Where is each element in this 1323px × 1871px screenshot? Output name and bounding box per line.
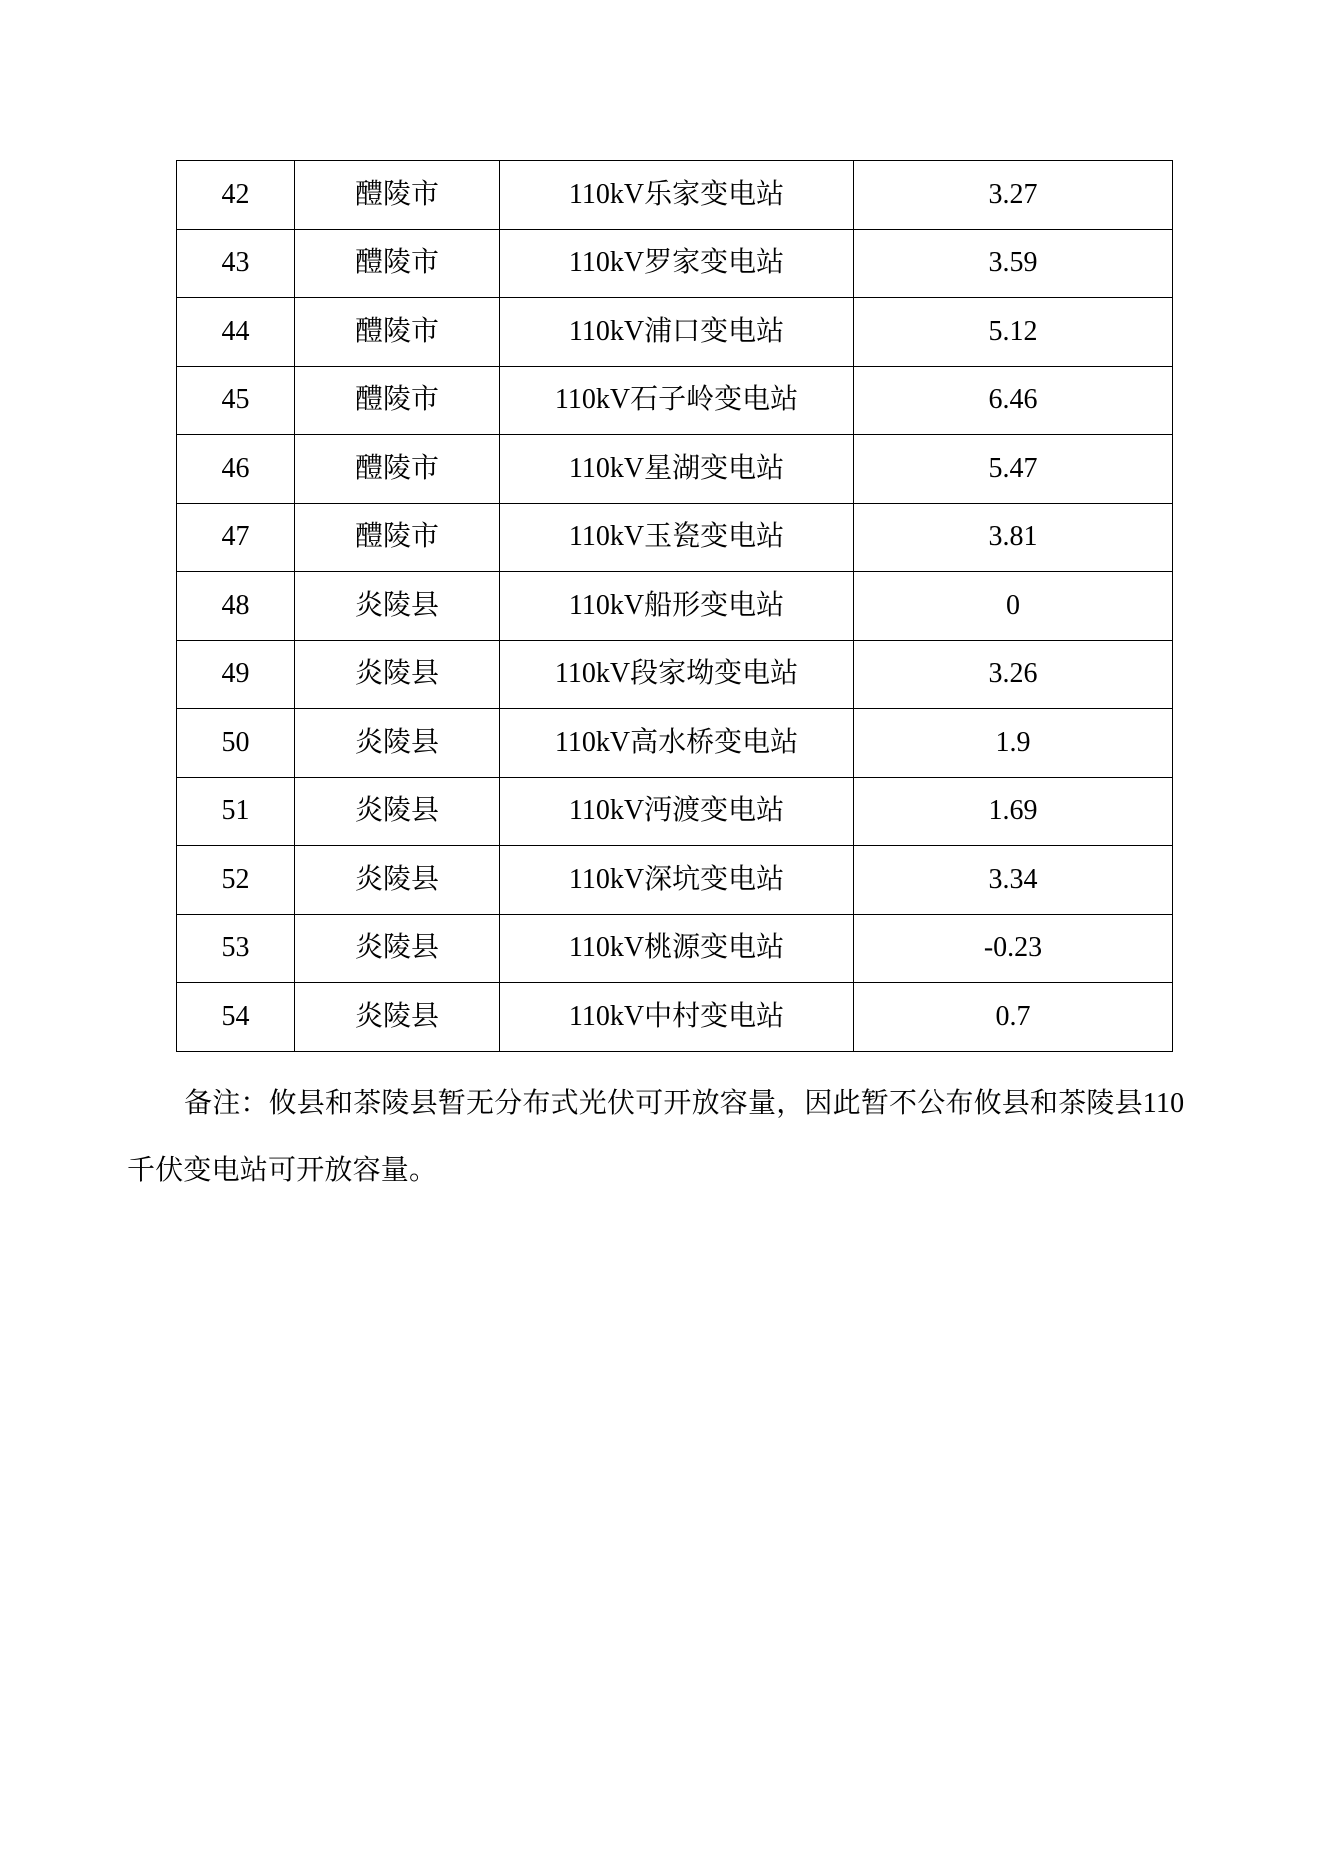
table-row	[177, 572, 1173, 641]
station-name-cell: 110kV乐家变电站	[500, 161, 854, 230]
area-cell: 醴陵市	[295, 435, 500, 504]
open-capacity-cell: 0	[854, 572, 1173, 641]
area-cell: 醴陵市	[295, 229, 500, 298]
row-number-cell: 48	[177, 572, 295, 641]
station-name-cell: 110kV高水桥变电站	[500, 709, 854, 778]
open-capacity-cell: 3.81	[854, 503, 1173, 572]
open-capacity-cell: 6.46	[854, 366, 1173, 435]
station-name-cell: 110kV船形变电站	[500, 572, 854, 641]
table-row	[177, 983, 1173, 1052]
table-row	[177, 298, 1173, 367]
table-row	[177, 709, 1173, 778]
table-row	[177, 640, 1173, 709]
row-number-cell: 49	[177, 640, 295, 709]
area-cell: 炎陵县	[295, 914, 500, 983]
station-name-cell: 110kV中村变电站	[500, 983, 854, 1052]
row-number-cell: 43	[177, 229, 295, 298]
open-capacity-cell: 3.27	[854, 161, 1173, 230]
table-row	[177, 366, 1173, 435]
station-name-cell: 110kV罗家变电站	[500, 229, 854, 298]
open-capacity-cell: 3.34	[854, 846, 1173, 915]
station-name-cell: 110kV沔渡变电站	[500, 777, 854, 846]
area-cell: 炎陵县	[295, 640, 500, 709]
row-number-cell: 46	[177, 435, 295, 504]
row-number-cell: 50	[177, 709, 295, 778]
table-row	[177, 846, 1173, 915]
row-number-cell: 44	[177, 298, 295, 367]
area-cell: 炎陵县	[295, 846, 500, 915]
area-cell: 炎陵县	[295, 983, 500, 1052]
footnote-text: 备注：攸县和茶陵县暂无分布式光伏可开放容量，因此暂不公布攸县和茶陵县110千伏变电站可开放容量。	[127, 1088, 1185, 1186]
open-capacity-cell: 1.69	[854, 777, 1173, 846]
table-row	[177, 161, 1173, 230]
row-number-cell: 53	[177, 914, 295, 983]
row-number-cell: 52	[177, 846, 295, 915]
footnote	[127, 1070, 1197, 1204]
row-number-cell: 45	[177, 366, 295, 435]
station-name-cell: 110kV石子岭变电站	[500, 366, 854, 435]
open-capacity-cell: 3.59	[854, 229, 1173, 298]
area-cell: 炎陵县	[295, 709, 500, 778]
station-name-cell: 110kV星湖变电站	[500, 435, 854, 504]
area-cell: 醴陵市	[295, 503, 500, 572]
row-number-cell: 54	[177, 983, 295, 1052]
station-name-cell: 110kV深坑变电站	[500, 846, 854, 915]
area-cell: 醴陵市	[295, 161, 500, 230]
table-body	[177, 161, 1173, 1052]
table-row	[177, 914, 1173, 983]
area-cell: 炎陵县	[295, 777, 500, 846]
open-capacity-cell: 1.9	[854, 709, 1173, 778]
table-row	[177, 435, 1173, 504]
open-capacity-cell: 0.7	[854, 983, 1173, 1052]
area-cell: 醴陵市	[295, 366, 500, 435]
open-capacity-cell: 5.12	[854, 298, 1173, 367]
row-number-cell: 51	[177, 777, 295, 846]
station-name-cell: 110kV段家坳变电站	[500, 640, 854, 709]
open-capacity-cell: 5.47	[854, 435, 1173, 504]
table-row	[177, 229, 1173, 298]
area-cell: 炎陵县	[295, 572, 500, 641]
station-name-cell: 110kV桃源变电站	[500, 914, 854, 983]
area-cell: 醴陵市	[295, 298, 500, 367]
open-capacity-cell: 3.26	[854, 640, 1173, 709]
station-name-cell: 110kV玉瓷变电站	[500, 503, 854, 572]
row-number-cell: 42	[177, 161, 295, 230]
table-row	[177, 777, 1173, 846]
open-capacity-cell: -0.23	[854, 914, 1173, 983]
substation-capacity-table	[176, 160, 1173, 1052]
station-name-cell: 110kV浦口变电站	[500, 298, 854, 367]
row-number-cell: 47	[177, 503, 295, 572]
table-row	[177, 503, 1173, 572]
